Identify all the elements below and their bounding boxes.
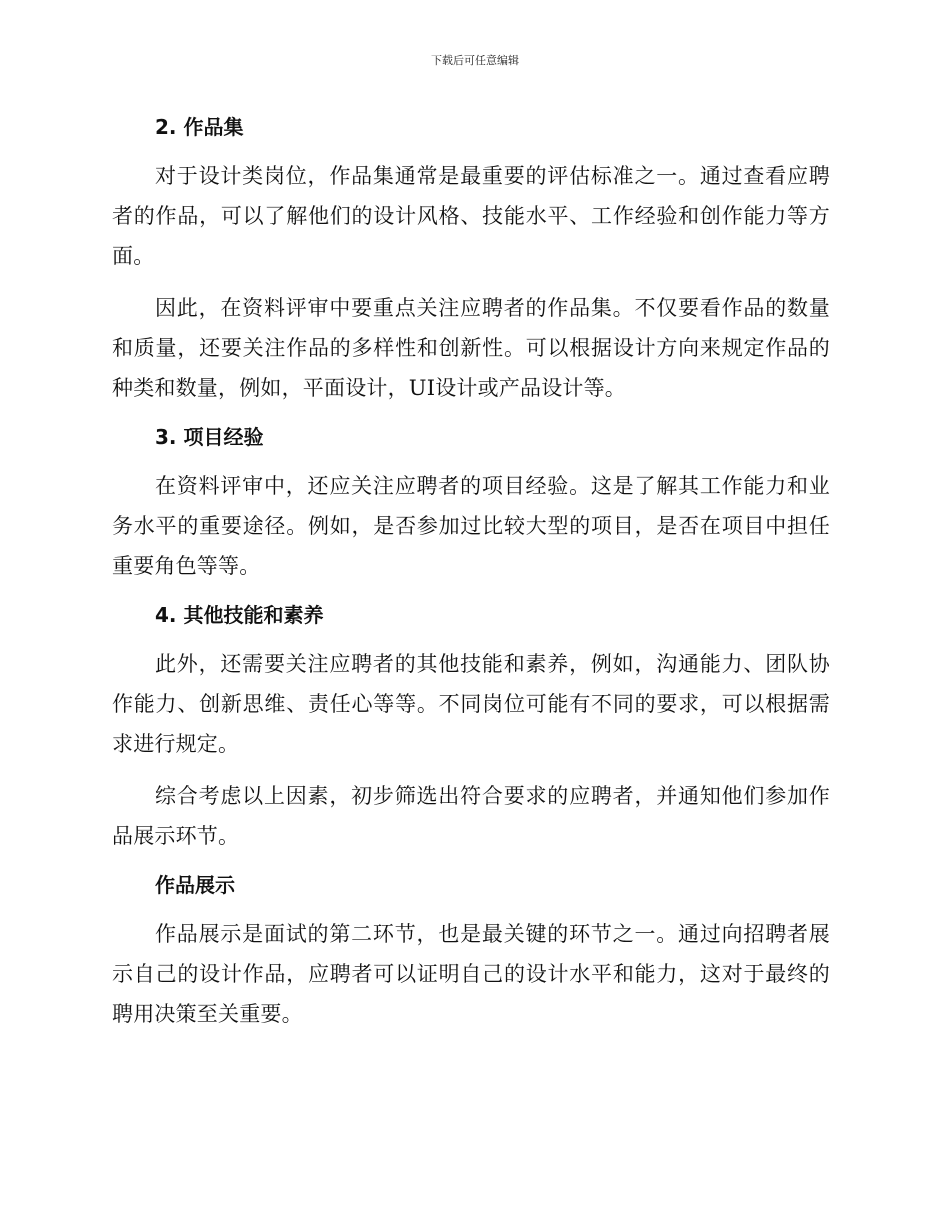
document-body: [112, 110, 830, 1046]
paragraph-portfolio-review: 因此，在资料评审中要重点关注应聘者的作品集。不仅要看作品的数量和质量，还要关注作品的多样性和创新性。可以根据设计方向来规定作品的种类和数量，例如，平面设计，UI设计或产品设计等。: [112, 296, 830, 400]
section-heading-portfolio: 2. 作品集: [155, 115, 244, 139]
paragraph-portfolio-showcase: 作品展示是面试的第二环节，也是最关键的环节之一。通过向招聘者展示自己的设计作品，应聘者可以证明自己的设计水平和能力，这对于最终的聘用决策至关重要。: [112, 922, 830, 1026]
section-heading-portfolio-showcase: 作品展示: [155, 873, 235, 897]
section-heading-project-experience: 3. 项目经验: [155, 425, 264, 449]
paragraph-portfolio-intro: 对于设计类岗位，作品集通常是最重要的评估标准之一。通过查看应聘者的作品，可以了解他们的设计风格、技能水平、工作经验和创作能力等方面。: [112, 164, 830, 268]
paragraph-summary: 综合考虑以上因素，初步筛选出符合要求的应聘者，并通知他们参加作品展示环节。: [112, 784, 830, 848]
paragraph-project-experience: 在资料评审中，还应关注应聘者的项目经验。这是了解其工作能力和业务水平的重要途径。例如，是否参加过比较大型的项目，是否在项目中担任重要角色等等。: [112, 474, 830, 578]
paragraph-other-skills: 此外，还需要关注应聘者的其他技能和素养，例如，沟通能力、团队协作能力、创新思维、责任心等等。不同岗位可能有不同的要求，可以根据需求进行规定。: [112, 652, 830, 756]
page-header: 下载后可任意编辑: [431, 54, 519, 67]
section-heading-other-skills: 4. 其他技能和素养: [155, 603, 324, 627]
